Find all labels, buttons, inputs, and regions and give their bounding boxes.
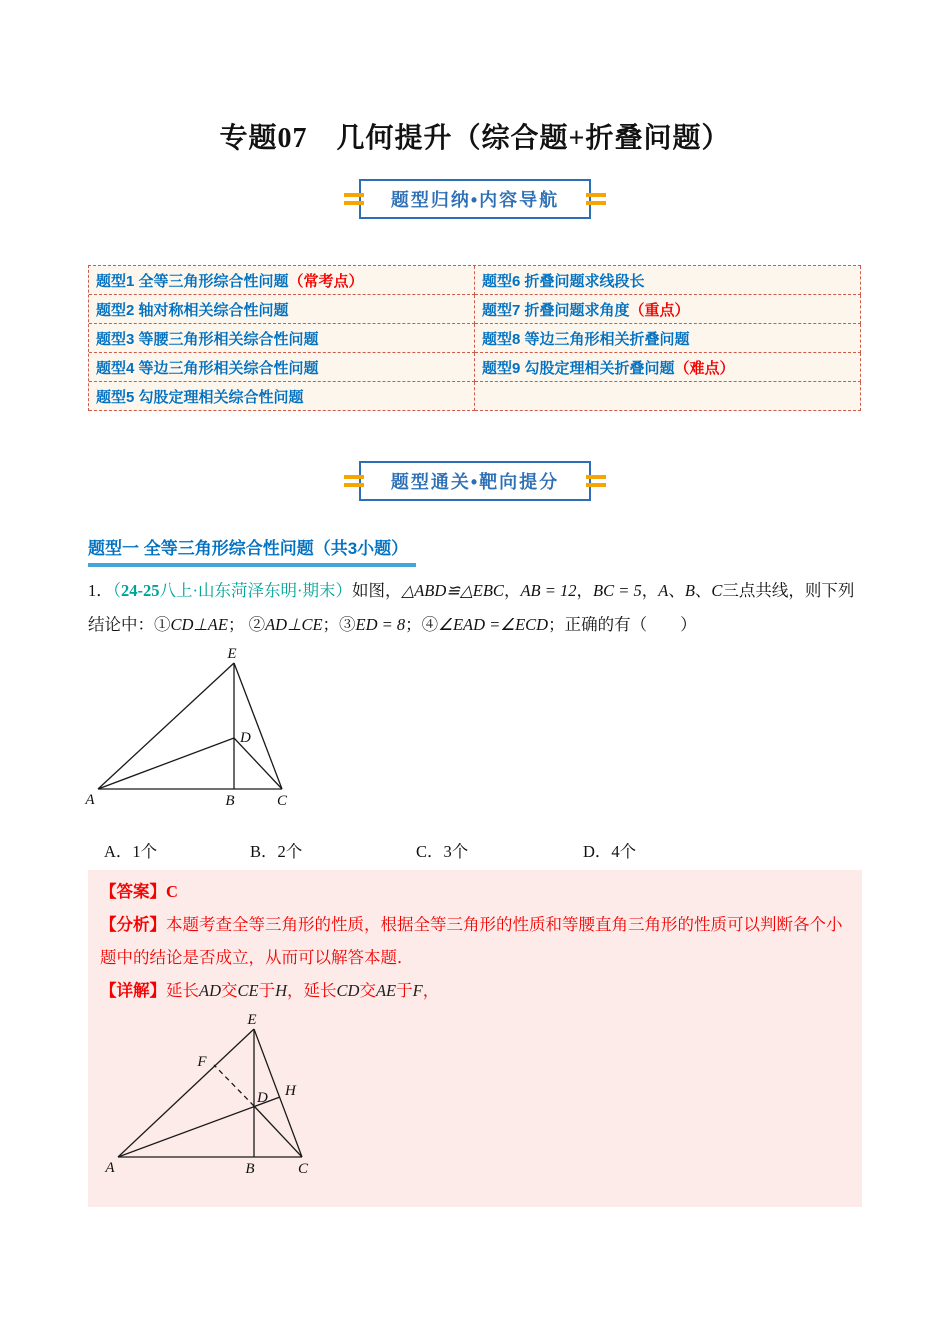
geometry-figure-1: [82, 646, 297, 816]
topic-cell-8: [475, 324, 861, 353]
point-label-f: F: [197, 1054, 207, 1070]
topic-cell-6: [475, 266, 861, 295]
point-label-h: H: [285, 1083, 296, 1099]
point-label-a: A: [105, 1160, 115, 1176]
topic-label: 题型9 勾股定理相关折叠问题: [482, 359, 675, 377]
double-bar-icon: [586, 475, 606, 487]
analysis-text: 【分析】本题考查全等三角形的性质，根据全等三角形的性质和等腰直角三角形的性质可以判断各个小题中的结论是否成立，从而可以解答本题．: [100, 915, 843, 967]
point-label-a: A: [85, 792, 95, 808]
section-1-heading: 题型一 全等三角形综合性问题（共3小题）: [88, 534, 416, 567]
topic-cell-1: [89, 266, 475, 295]
options-row: [104, 838, 824, 868]
point-label-b: B: [245, 1161, 255, 1177]
point-label-e: E: [227, 646, 237, 662]
option-d: D．4个: [583, 842, 637, 861]
topic-cell-4: [89, 353, 475, 382]
option-b: B．2个: [250, 842, 303, 861]
topic-cell-2: [89, 295, 475, 324]
topic-cell-3: [89, 324, 475, 353]
topics-table: [88, 265, 861, 411]
banner-nav-label: 题型归纳•内容导航: [359, 179, 591, 219]
point-label-e: E: [247, 1012, 257, 1028]
point-label-c: C: [297, 1161, 309, 1177]
banner-nav: [0, 179, 950, 219]
answer-line: 【答案】C: [100, 882, 178, 901]
topic-tag: （常考点）: [288, 272, 364, 290]
topic-label: 题型4 等边三角形相关综合性问题: [96, 359, 319, 377]
option-a: A．1个: [104, 842, 158, 861]
topic-label: 题型5 勾股定理相关综合性问题: [96, 388, 304, 406]
topic-cell-9: [475, 353, 861, 382]
page-title: 专题07 几何提升（综合题+折叠问题）: [219, 123, 731, 154]
banner-boost-label: 题型通关•靶向提分: [359, 461, 591, 501]
geometry-figure-2: [102, 1012, 317, 1184]
topic-label: 题型2 轴对称相关综合性问题: [96, 301, 289, 319]
topic-cell-5: [89, 382, 475, 411]
answer-block: [88, 870, 862, 1207]
option-c: C．3个: [416, 842, 469, 861]
double-bar-icon: [344, 193, 364, 205]
detail-text: 【详解】延长AD交CE于H，延长CD交AE于F，: [100, 981, 440, 1000]
point-label-c: C: [276, 793, 288, 809]
topic-label: 题型8 等边三角形相关折叠问题: [482, 330, 690, 348]
topic-label: 题型6 折叠问题求线段长: [482, 272, 645, 290]
topic-cell-10: [475, 382, 861, 411]
topic-label: 题型7 折叠问题求角度: [482, 301, 630, 319]
topic-tag: （难点）: [674, 359, 735, 377]
question-1-text: 1．（24-25八上·山东菏泽东明·期末）如图，△ABD≌△EBC，AB = 12，BC = 5，A、B、C三点共线，则下列结论中：①CD⊥AE； ②AD⊥CE；③ED = 8；④∠EAD =∠ECD；正确的有（ ）: [88, 581, 855, 634]
double-bar-icon: [586, 193, 606, 205]
point-label-b: B: [225, 793, 235, 809]
topic-tag: （重点）: [629, 301, 690, 319]
point-label-d: D: [240, 730, 251, 746]
topic-cell-7: [475, 295, 861, 324]
double-bar-icon: [344, 475, 364, 487]
topic-label: 题型3 等腰三角形相关综合性问题: [96, 330, 319, 348]
topic-label: 题型1 全等三角形综合性问题: [96, 272, 289, 290]
point-label-d: D: [257, 1090, 268, 1106]
banner-boost: [0, 461, 950, 501]
